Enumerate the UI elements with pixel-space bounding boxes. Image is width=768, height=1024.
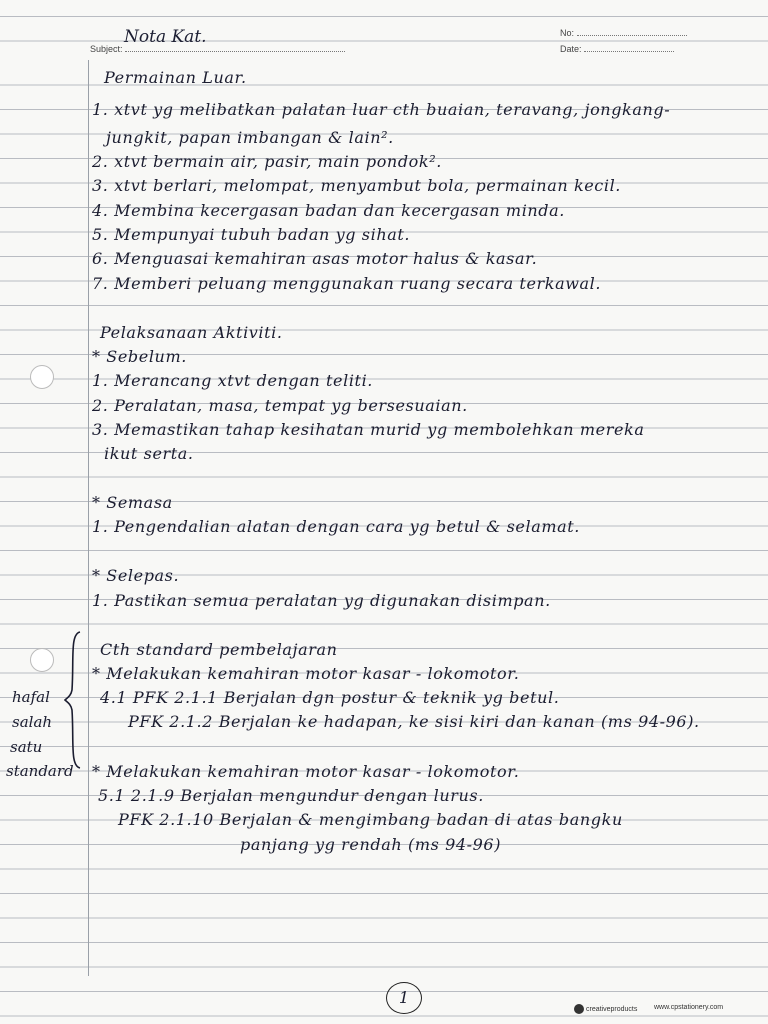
brand-logo — [574, 1004, 637, 1014]
brand-mark-icon — [574, 1004, 584, 1014]
note-line: 3. Memastikan tahap kesihatan murid yg membolehkan mereka — [92, 420, 645, 439]
note-line: 1. Pastikan semua peralatan yg digunakan disimpan. — [92, 591, 551, 610]
note-line: 2. Peralatan, masa, tempat yg bersesuaian. — [92, 396, 468, 415]
section-heading: Cth standard pembelajaran — [100, 640, 338, 659]
side-note-line: satu — [10, 738, 43, 756]
binder-hole — [30, 365, 54, 389]
date-field — [560, 44, 674, 54]
note-line: * Melakukan kemahiran motor kasar - lokomotor. — [92, 762, 520, 781]
note-line: 1. Pengendalian alatan dengan cara yg betul & selamat. — [92, 517, 580, 536]
note-line: PFK 2.1.10 Berjalan & mengimbang badan di atas bangku — [118, 810, 623, 829]
note-line: 5.1 2.1.9 Berjalan mengundur dengan lurus. — [98, 786, 484, 805]
note-line: 4. Membina kecergasan badan dan kecergasan minda. — [92, 201, 565, 220]
date-dotted-line — [584, 51, 674, 52]
note-line: * Melakukan kemahiran motor kasar - lokomotor. — [92, 664, 520, 683]
binder-hole — [30, 648, 54, 672]
date-label: Date: — [560, 44, 582, 54]
note-line: 2. xtvt bermain air, pasir, main pondok². — [92, 152, 442, 171]
number-label: No: — [560, 28, 575, 38]
number-dotted-line — [577, 35, 687, 36]
note-line: * Sebelum. — [92, 347, 187, 366]
subject-dotted-line — [125, 51, 345, 52]
brand-url: www.cpstationery.com — [654, 1004, 724, 1011]
subject-label: Subject: — [90, 44, 123, 54]
note-line: 1. xtvt yg melibatkan palatan luar cth buaian, teravang, jongkang- — [92, 100, 671, 119]
curly-brace-icon — [64, 630, 84, 770]
note-line: ikut serta. — [104, 444, 194, 463]
note-line: 7. Memberi peluang menggunakan ruang secara terkawal. — [92, 274, 602, 293]
brand-name: creativeproducts — [586, 1005, 638, 1013]
side-note-line: hafal — [12, 688, 50, 706]
side-note-line: standard — [6, 762, 74, 780]
note-line: jungkit, papan imbangan & lain². — [106, 128, 394, 147]
note-line: 3. xtvt berlari, melompat, menyambut bola, permainan kecil. — [92, 176, 621, 195]
section-heading: Permainan Luar. — [104, 68, 247, 87]
number-field — [560, 28, 687, 38]
note-line: 4.1 PFK 2.1.1 Berjalan dgn postur & teknik yg betul. — [100, 688, 560, 707]
note-line: * Selepas. — [92, 566, 180, 585]
note-line: 5. Mempunyai tubuh badan yg sihat. — [92, 225, 411, 244]
note-line: 1. Merancang xtvt dengan teliti. — [92, 371, 373, 390]
side-note-line: salah — [12, 713, 53, 731]
note-line: PFK 2.1.2 Berjalan ke hadapan, ke sisi kiri dan kanan (ms 94-96). — [128, 712, 700, 731]
page-number: 1 — [386, 982, 422, 1014]
subject-value: Nota Kat. — [124, 27, 207, 47]
note-line: panjang yg rendah (ms 94-96) — [240, 835, 502, 854]
note-line: 6. Menguasai kemahiran asas motor halus & kasar. — [92, 249, 538, 268]
section-heading: Pelaksanaan Aktiviti. — [100, 323, 283, 342]
margin-line — [88, 60, 89, 976]
note-line: * Semasa — [92, 493, 173, 512]
